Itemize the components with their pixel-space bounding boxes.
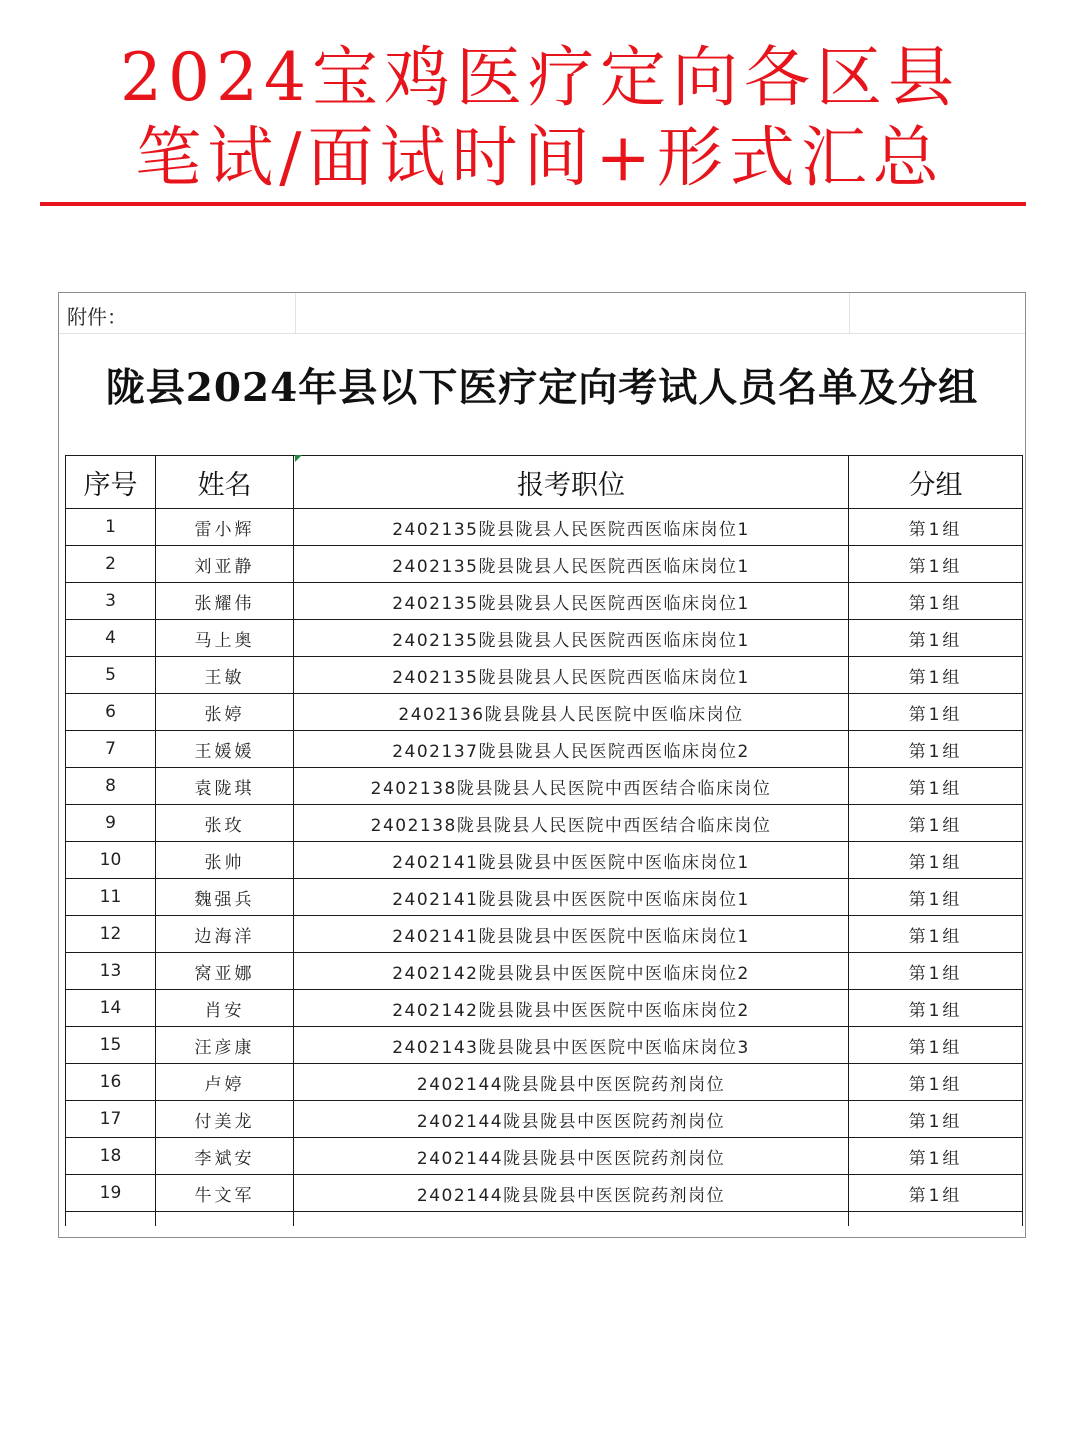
position-cell: 2402141陇县陇县中医医院中医临床岗位1 xyxy=(294,879,849,916)
spreadsheet-screenshot xyxy=(58,292,1026,1238)
roster-table xyxy=(65,455,1023,1226)
name-cell: 窝亚娜 xyxy=(156,953,294,990)
position-cell: 2402135陇县陇县人民医院西医临床岗位1 xyxy=(294,509,849,546)
table-row xyxy=(66,916,1023,953)
table-row xyxy=(66,546,1023,583)
group-cell: 第1组 xyxy=(849,546,1023,583)
row-number-cell: 5 xyxy=(66,657,156,694)
name-cell: 张帅 xyxy=(156,842,294,879)
position-cell: 2402137陇县陇县人民医院西医临床岗位2 xyxy=(294,731,849,768)
name-cell: 袁陇琪 xyxy=(156,768,294,805)
headline-line-1: 2024宝鸡医疗定向各区县 xyxy=(120,39,960,116)
table-row xyxy=(66,731,1023,768)
position-cell: 2402141陇县陇县中医医院中医临床岗位1 xyxy=(294,842,849,879)
row-number-cell: 17 xyxy=(66,1101,156,1138)
headline-divider xyxy=(40,202,1026,206)
row-number-cell: 7 xyxy=(66,731,156,768)
group-cell: 第1组 xyxy=(849,953,1023,990)
name-cell: 肖安 xyxy=(156,990,294,1027)
row-number-cell: 18 xyxy=(66,1138,156,1175)
name-cell: 李斌安 xyxy=(156,1138,294,1175)
position-cell: 2402142陇县陇县中医医院中医临床岗位2 xyxy=(294,990,849,1027)
row-number-cell: 19 xyxy=(66,1175,156,1212)
group-cell: 第1组 xyxy=(849,1027,1023,1064)
position-cell: 2402144陇县陇县中医医院药剂岗位 xyxy=(294,1064,849,1101)
group-cell: 第1组 xyxy=(849,1064,1023,1101)
gridline xyxy=(849,293,850,333)
group-cell: 第1组 xyxy=(849,1138,1023,1175)
group-cell: 第1组 xyxy=(849,694,1023,731)
position-cell: 2402138陇县陇县人民医院中西医结合临床岗位 xyxy=(294,768,849,805)
table-row xyxy=(66,509,1023,546)
name-cell: 付美龙 xyxy=(156,1101,294,1138)
position-cell: 2402143陇县陇县中医医院中医临床岗位3 xyxy=(294,1027,849,1064)
table-row xyxy=(66,990,1023,1027)
table-row xyxy=(66,1064,1023,1101)
position-cell: 2402136陇县陇县人民医院中医临床岗位 xyxy=(294,694,849,731)
group-cell: 第1组 xyxy=(849,1101,1023,1138)
group-cell: 第1组 xyxy=(849,620,1023,657)
position-cell: 2402135陇县陇县人民医院西医临床岗位1 xyxy=(294,546,849,583)
table-row xyxy=(66,842,1023,879)
position-cell: 2402144陇县陇县中医医院药剂岗位 xyxy=(294,1101,849,1138)
table-row xyxy=(66,1101,1023,1138)
group-cell: 第1组 xyxy=(849,916,1023,953)
table-header-row xyxy=(66,456,1023,509)
table-row xyxy=(66,1027,1023,1064)
name-cell: 马上奥 xyxy=(156,620,294,657)
empty-cell xyxy=(849,1212,1023,1227)
cell-comment-marker xyxy=(295,455,302,462)
name-cell: 卢婷 xyxy=(156,1064,294,1101)
name-cell: 牛文军 xyxy=(156,1175,294,1212)
row-number-cell: 9 xyxy=(66,805,156,842)
name-cell: 张耀伟 xyxy=(156,583,294,620)
gridline xyxy=(295,293,296,333)
position-cell: 2402135陇县陇县人民医院西医临床岗位1 xyxy=(294,620,849,657)
position-cell: 2402138陇县陇县人民医院中西医结合临床岗位 xyxy=(294,805,849,842)
name-cell: 魏强兵 xyxy=(156,879,294,916)
group-cell: 第1组 xyxy=(849,509,1023,546)
table-row xyxy=(66,620,1023,657)
name-cell: 王媛媛 xyxy=(156,731,294,768)
row-number-cell: 12 xyxy=(66,916,156,953)
row-number-cell: 15 xyxy=(66,1027,156,1064)
row-number-cell: 14 xyxy=(66,990,156,1027)
table-row xyxy=(66,768,1023,805)
table-row xyxy=(66,879,1023,916)
empty-cell xyxy=(66,1212,156,1227)
table-row xyxy=(66,953,1023,990)
column-header-group: 分组 xyxy=(849,456,1023,509)
table-row xyxy=(66,805,1023,842)
group-cell: 第1组 xyxy=(849,990,1023,1027)
row-number-cell: 10 xyxy=(66,842,156,879)
attachment-label: 附件： xyxy=(67,305,127,329)
group-cell: 第1组 xyxy=(849,583,1023,620)
name-cell: 刘亚静 xyxy=(156,546,294,583)
position-cell: 2402135陇县陇县人民医院西医临床岗位1 xyxy=(294,583,849,620)
position-cell: 2402142陇县陇县中医医院中医临床岗位2 xyxy=(294,953,849,990)
position-cell: 2402144陇县陇县中医医院药剂岗位 xyxy=(294,1175,849,1212)
column-header-position: 报考职位 xyxy=(294,456,849,509)
name-cell: 汪彦康 xyxy=(156,1027,294,1064)
row-number-cell: 16 xyxy=(66,1064,156,1101)
name-cell: 张婷 xyxy=(156,694,294,731)
column-header-name: 姓名 xyxy=(156,456,294,509)
sheet-title: 陇县2024年县以下医疗定向考试人员名单及分组 xyxy=(105,365,979,411)
row-number-cell: 4 xyxy=(66,620,156,657)
position-cell: 2402141陇县陇县中医医院中医临床岗位1 xyxy=(294,916,849,953)
row-number-cell: 8 xyxy=(66,768,156,805)
name-cell: 王敏 xyxy=(156,657,294,694)
table-row xyxy=(66,694,1023,731)
table-row xyxy=(66,583,1023,620)
table-row xyxy=(66,657,1023,694)
group-cell: 第1组 xyxy=(849,731,1023,768)
table-row xyxy=(66,1138,1023,1175)
row-number-cell: 11 xyxy=(66,879,156,916)
headline-line-2: 笔试/面试时间+形式汇总 xyxy=(135,119,945,196)
name-cell: 边海洋 xyxy=(156,916,294,953)
row-number-cell: 6 xyxy=(66,694,156,731)
row-number-cell: 2 xyxy=(66,546,156,583)
group-cell: 第1组 xyxy=(849,657,1023,694)
group-cell: 第1组 xyxy=(849,879,1023,916)
position-cell: 2402135陇县陇县人民医院西医临床岗位1 xyxy=(294,657,849,694)
group-cell: 第1组 xyxy=(849,1175,1023,1212)
row-number-cell: 3 xyxy=(66,583,156,620)
column-header-no: 序号 xyxy=(66,456,156,509)
position-cell: 2402144陇县陇县中医医院药剂岗位 xyxy=(294,1138,849,1175)
group-cell: 第1组 xyxy=(849,768,1023,805)
group-cell: 第1组 xyxy=(849,842,1023,879)
row-number-cell: 13 xyxy=(66,953,156,990)
group-cell: 第1组 xyxy=(849,805,1023,842)
row-number-cell: 1 xyxy=(66,509,156,546)
name-cell: 雷小辉 xyxy=(156,509,294,546)
table-row-cutoff xyxy=(66,1212,1023,1227)
name-cell: 张玫 xyxy=(156,805,294,842)
empty-cell xyxy=(156,1212,294,1227)
roster-body xyxy=(66,509,1023,1227)
attachment-row xyxy=(59,293,1025,334)
table-row xyxy=(66,1175,1023,1212)
empty-cell xyxy=(294,1212,849,1227)
